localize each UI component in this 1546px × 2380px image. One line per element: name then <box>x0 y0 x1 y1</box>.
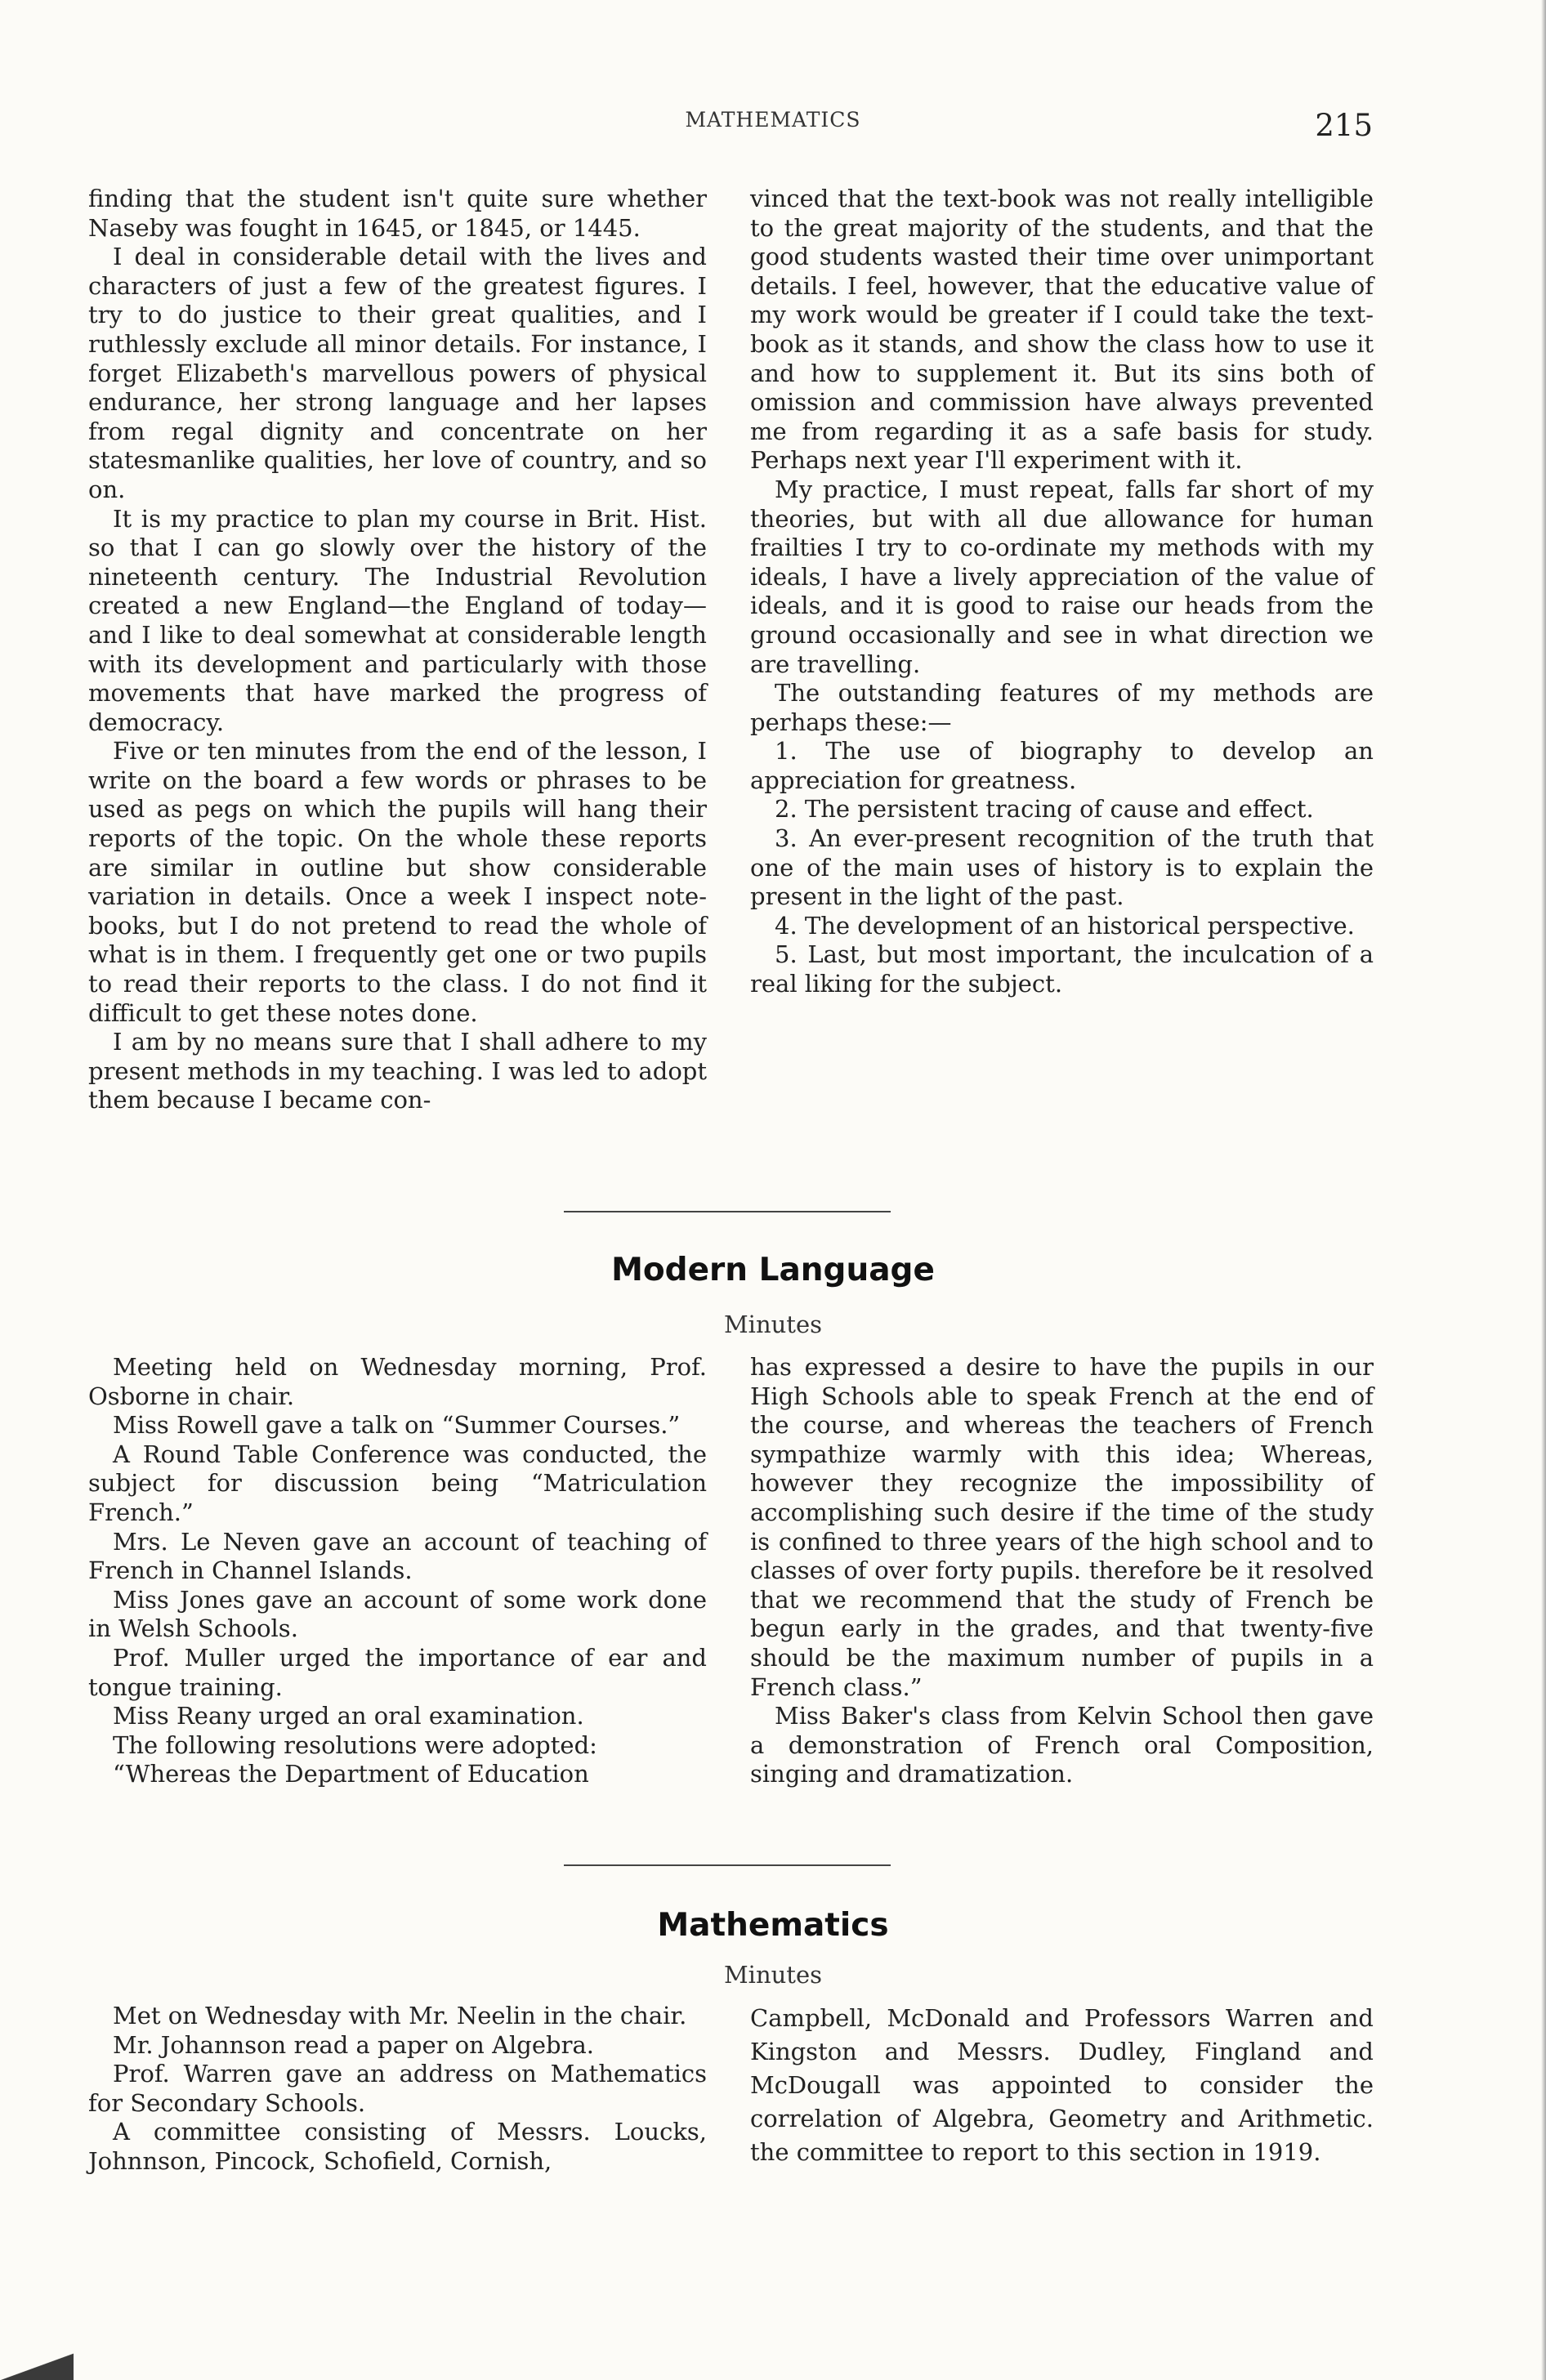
paragraph: A committee consisting of Messrs. Loucks, Johnnson, Pincock, Schofield, Cornish, <box>88 2118 707 2175</box>
paragraph: vinced that the text-book was not really intelligible to the great majority of the students, and that the good students wasted their time over unimportant details. I feel, however, that the educative value of my work would be greater if I could take the text-book as it stands, and show the class how to use it and how to supplement it. But its sins both of omission and commission have always prevented me from regarding it as a safe basis for study. Perhaps next year I'll experiment with it. <box>750 185 1374 475</box>
page-corner-shadow <box>0 2347 74 2380</box>
list-item: 5. Last, but most important, the inculcation of a real liking for the subject. <box>750 940 1374 998</box>
paragraph: “Whereas the Department of Education <box>113 1760 589 1788</box>
paragraph: Meeting held on Wednesday morning, Prof. Osborne in chair. <box>88 1353 707 1410</box>
paragraph: Met on Wednesday with Mr. Neelin in the chair. <box>113 2002 687 2029</box>
paragraph: finding that the student isn't quite sure whether Naseby was fought in 1645, or 1845, or 1445. <box>88 185 707 242</box>
page-edge-shadow <box>1541 0 1546 2380</box>
paragraph: I deal in considerable detail with the lives and characters of just a few of the greatest figures. I try to do justice to their great qualities, and I ruthlessly exclude all minor details. For instance, I forget Elizabeth's marvellous powers of physical endurance, her strong language and her lapses from regal dignity and concentrate on her statesmanlike qualities, her love of country, and so on. <box>88 243 707 503</box>
paragraph: Miss Reany urged an oral examination. <box>113 1702 584 1730</box>
modern-language-left-column <box>88 1353 707 1789</box>
paragraph: Miss Jones gave an account of some work done in Welsh Schools. <box>88 1585 707 1643</box>
paragraph: I am by no means sure that I shall adhere to my present methods in my teaching. I was led to adopt them because I became con- <box>88 1028 707 1114</box>
mathematics-left-column <box>88 2002 707 2177</box>
paragraph: has expressed a desire to have the pupils in our High Schools able to speak French at the end of the course, and whereas the teachers of French sympathize warmly with this idea; Whereas, however they recognize the impossibility of accomplishing such desire if the time of the study is confined to three years of the high school and to classes of over forty pupils. therefore be it resolved that we recommend that the study of French be begun early in the grades, and that twenty-five should be the maximum number of pupils in a French class.” <box>750 1353 1374 1701</box>
paragraph: Prof. Muller urged the importance of ear and tongue training. <box>88 1643 707 1701</box>
section-subheading: Minutes <box>723 1311 823 1338</box>
paragraph: It is my practice to plan my course in Brit. Hist. so that I can go slowly over the history of the nineteenth century. The Industrial Revolution created a new England—the England of today—and I like to deal somewhat at considerable length with its development and particularly with those movements that have marked the progress of democracy. <box>88 504 707 736</box>
section-divider <box>564 1864 891 1866</box>
list-item: 2. The persistent tracing of cause and effect. <box>775 795 1314 824</box>
top-left-column <box>88 185 707 1115</box>
list-item: 3. An ever-present recognition of the truth that one of the main uses of history is to explain the present in the light of the past. <box>750 824 1374 911</box>
mathematics-right-column <box>750 2002 1374 2169</box>
page-number: 215 <box>1315 108 1373 143</box>
section-subheading: Minutes <box>723 1961 823 1989</box>
paragraph: Miss Baker's class from Kelvin School then gave a demonstration of French oral Composition, singing and dramatization. <box>750 1702 1374 1788</box>
section-divider <box>564 1211 891 1212</box>
paragraph: Miss Rowell gave a talk on “Summer Courses.” <box>113 1411 681 1440</box>
paragraph: The outstanding features of my methods are perhaps these:— <box>750 679 1374 736</box>
paragraph: Mrs. Le Neven gave an account of teaching of French in Channel Islands. <box>88 1527 707 1585</box>
modern-language-right-column <box>750 1353 1374 1789</box>
paragraph: A Round Table Conference was conducted, the subject for discussion being “Matriculation French.” <box>88 1440 707 1526</box>
paragraph: Prof. Warren gave an address on Mathematics for Secondary Schools. <box>88 2060 707 2117</box>
list-item: 1. The use of biography to develop an appreciation for greatness. <box>750 737 1374 794</box>
paragraph: Mr. Johannson read a paper on Algebra. <box>113 2030 594 2059</box>
top-right-column <box>750 185 1374 999</box>
paragraph: The following resolutions were adopted: <box>113 1730 597 1759</box>
paragraph: My practice, I must repeat, falls far short of my theories, but with all due allowance for human frailties I try to co-ordinate my methods with my ideals, I have a lively appreciation of the value of ideals, and it is good to raise our heads from the ground occasionally and see in what direction we are travelling. <box>750 475 1374 678</box>
section-heading-mathematics: Mathematics <box>657 1907 889 1944</box>
section-heading-modern-language: Modern Language <box>611 1252 935 1288</box>
list-item: 4. The development of an historical perspective. <box>775 911 1355 940</box>
paragraph: Campbell, McDonald and Professors Warren and Kingston and Messrs. Dudley, Fingland and McDougall was appointed to consider the correlation of Algebra, Geometry and Arithmetic. the committee to report to this section in 1919. <box>750 2004 1374 2166</box>
running-head: MATHEMATICS <box>685 108 861 132</box>
paragraph: Five or ten minutes from the end of the lesson, I write on the board a few words or phrases to be used as pegs on which the pupils will hang their reports of the topic. On the whole these reports are similar in outline but show considerable variation in details. Once a week I inspect note-books, but I do not pretend to read the whole of what is in them. I frequently get one or two pupils to read their reports to the class. I do not find it difficult to get these notes done. <box>88 737 707 1027</box>
